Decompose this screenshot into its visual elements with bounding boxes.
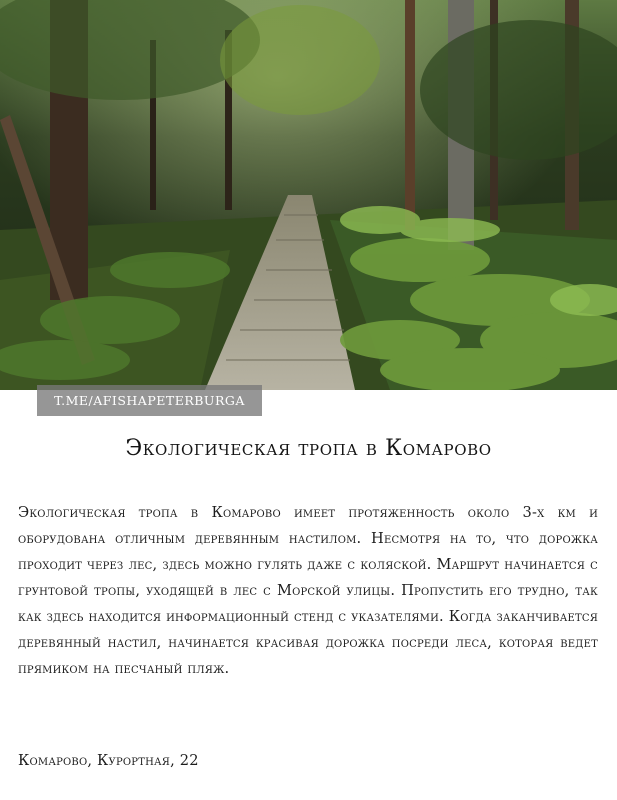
channel-watermark: T.ME/AFISHAPETERBURGA [37,385,262,416]
forest-illustration [0,0,617,390]
article-title: Экологическая тропа в Комарово [125,436,492,461]
forest-path-photo [0,0,617,390]
article-body: Экологическая тропа в Комарово имеет протяженность около 3-х км и оборудована отличным деревянным настилом. Несмотря на то, что дорожка проходит через лес, здесь можно гулять даже с коляской. Маршрут начинается с грунтовой тропы, уходящей в лес с Морской улицы. Пропустить его трудно, так как здесь находится информационный стенд с указателями. Когда заканчивается деревянный настил, начинается красивая дорожка посреди леса, которая ведет прямиком на песчаный пляж. [18,504,598,677]
address-text: Комарово, Курортная, 22 [18,752,199,769]
